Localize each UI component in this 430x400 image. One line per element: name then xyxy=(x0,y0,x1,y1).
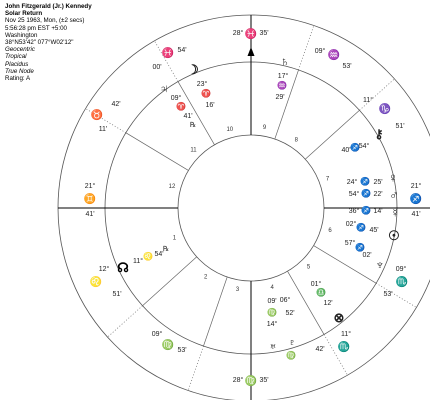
house-cusp-extension xyxy=(108,306,143,337)
chiron-minutes: 40' xyxy=(341,147,351,154)
mercury-icon: ☿ xyxy=(390,206,400,220)
cusp11-minutes: 53' xyxy=(342,63,352,70)
mercury-minutes: 14' xyxy=(373,208,383,215)
saturn-icon: ♄ xyxy=(280,54,290,69)
house-number: 8 xyxy=(294,137,298,144)
cusp2-sign-icon: ♌ xyxy=(89,277,103,288)
mars-icon: ♂ xyxy=(389,187,399,202)
mercury-degree: 36° xyxy=(348,208,360,215)
house-number: 1 xyxy=(172,235,177,242)
venus-degree: 24° xyxy=(346,179,358,186)
cusp5-degree: 11° xyxy=(340,331,352,338)
mc-degree: 28° xyxy=(232,30,244,37)
sun-sign-icon: ♐ xyxy=(356,223,366,232)
mc-sign-icon: ♓ xyxy=(244,29,258,40)
ic-degree: 28° xyxy=(232,377,244,384)
house-number: 12 xyxy=(168,184,176,191)
house-number: 2 xyxy=(204,274,208,281)
jupiter-icon: ♃ xyxy=(159,81,169,96)
uranus-degree: 06° xyxy=(279,297,291,304)
house-number: 6 xyxy=(328,227,332,234)
house-cusp-line xyxy=(204,277,228,346)
house-number: 10 xyxy=(226,126,234,133)
node-sign-icon: ♌ xyxy=(143,252,153,261)
house-number: 3 xyxy=(235,286,240,293)
house-cusp-line xyxy=(126,133,188,171)
cusp8-minutes: 11' xyxy=(98,126,108,133)
fortune-sign-icon: ♎ xyxy=(316,288,326,297)
mars-degree: 54° xyxy=(348,191,360,198)
sun-degree: 02° xyxy=(345,221,357,228)
node-minutes: 54' xyxy=(154,251,164,258)
dsc-degree: 21° xyxy=(410,183,422,190)
asc-minutes: 41' xyxy=(85,211,95,218)
chiron-sign-icon: ♐ xyxy=(350,143,360,152)
cusp3-degree: 09° xyxy=(151,331,163,338)
chiron-icon: ⚷ xyxy=(374,127,384,141)
ic-minutes: 35' xyxy=(259,377,269,384)
saturn-degree: 17° xyxy=(277,73,289,80)
node-degree: 11° xyxy=(132,258,144,265)
jupiter-degree: 09° xyxy=(170,95,182,102)
chart-date: Nov 25 1963, Mon, (±2 secs) xyxy=(5,17,85,25)
moon-degree: 23° xyxy=(196,81,208,88)
cusp9-sign-icon: ♓ xyxy=(161,48,175,59)
zodiac-mode: Geocentric xyxy=(5,46,35,54)
neptune-icon: ♆ xyxy=(375,257,385,272)
cusp12-degree: 11° xyxy=(362,97,374,104)
mc-arrow-icon xyxy=(248,47,255,56)
cusp12-minutes: 51' xyxy=(395,123,405,130)
node-retro: ℞ xyxy=(162,246,170,253)
cusp2-minutes: 51' xyxy=(112,291,122,298)
house-cusp-extension xyxy=(155,41,179,82)
asc-degree: 21° xyxy=(84,183,96,190)
chart-place: Washington xyxy=(5,31,38,39)
cusp3-sign-icon: ♍ xyxy=(161,340,175,351)
venus-sign-icon: ♐ xyxy=(360,177,370,186)
zodiac-system: Tropical xyxy=(5,53,27,61)
cusp11-degree: 09° xyxy=(314,48,326,55)
cusp5-sign-icon: ♏ xyxy=(337,342,351,353)
chart-type: Solar Return xyxy=(5,10,43,18)
moon-icon: ☽ xyxy=(187,62,199,77)
sun-icon: ☉ xyxy=(388,228,400,243)
saturn-sign-icon: ♒ xyxy=(277,81,287,90)
dsc-minutes: 41' xyxy=(411,211,421,218)
house-number: 7 xyxy=(325,176,330,183)
house-number: 5 xyxy=(306,264,311,271)
pluto-degree: 14° xyxy=(266,321,278,328)
saturn-minutes: 29' xyxy=(275,94,285,101)
pluto-minutes: 09' xyxy=(267,298,277,305)
mars-minutes: 22' xyxy=(373,191,383,198)
neptune-degree: 57° xyxy=(344,240,356,247)
mercury-sign-icon: ♐ xyxy=(361,206,371,215)
cusp12-sign-icon: ♑ xyxy=(378,104,392,115)
cusp8-sign-icon: ♉ xyxy=(90,110,104,121)
node-type: True Node xyxy=(5,67,34,75)
uranus-sign-icon: ♍ xyxy=(267,308,277,317)
cusp6-sign-icon: ♏ xyxy=(395,277,409,288)
cusp3-minutes: 53' xyxy=(177,347,187,354)
house-cusp-extension xyxy=(299,26,314,71)
pluto-sign-icon: ♍ xyxy=(286,351,296,360)
house-cusp-line xyxy=(143,257,197,306)
cusp9-minutes: 00' xyxy=(152,64,162,71)
cusp6-degree: 09° xyxy=(395,266,407,273)
jupiter-retro: ℞ xyxy=(189,122,197,129)
uranus-minutes: 52' xyxy=(285,310,295,317)
chiron-degree: 54° xyxy=(358,143,370,150)
venus-icon: ♀ xyxy=(388,170,398,185)
cusp6-minutes: 53' xyxy=(383,291,393,298)
mars-sign-icon: ♐ xyxy=(361,189,371,198)
rating: Rating: A xyxy=(5,75,31,83)
sun-minutes: 45' xyxy=(369,227,379,234)
person-name: John Fitzgerald (Jr.) Kennedy xyxy=(5,3,92,10)
cusp8-degree: 42' xyxy=(111,101,121,108)
chart-time: 5:56:28 pm EST +5:00 xyxy=(5,24,67,32)
venus-minutes: 25' xyxy=(373,179,383,186)
uranus-icon: ♅ xyxy=(268,339,278,353)
cusp9-degree: 54' xyxy=(177,47,187,54)
pluto-icon: ♇ xyxy=(287,335,297,349)
mc-minutes: 35' xyxy=(259,30,269,37)
house-system: Placidus xyxy=(5,60,29,68)
neptune-sign-icon: ♐ xyxy=(355,243,365,252)
fortune-icon: ⊗ xyxy=(333,310,345,325)
asc-sign-icon: ♊ xyxy=(83,194,97,205)
cusp5-minutes: 42' xyxy=(315,346,325,353)
ic-sign-icon: ♍ xyxy=(244,376,258,387)
inner-ring xyxy=(178,135,324,281)
moon-sign-icon: ♈ xyxy=(201,89,211,98)
house-number: 11 xyxy=(190,147,197,154)
fortune-degree: 01° xyxy=(310,281,322,288)
jupiter-minutes: 41' xyxy=(183,113,193,120)
moon-minutes: 16' xyxy=(205,102,215,109)
house-cusp-extension xyxy=(188,346,203,391)
fortune-minutes: 12' xyxy=(323,300,333,307)
north-node-icon: ☊ xyxy=(117,260,129,275)
jupiter-sign-icon: ♈ xyxy=(176,102,186,111)
dsc-sign-icon: ♐ xyxy=(409,194,423,205)
chart-coords: 38°N53'42" 077°W02'12" xyxy=(5,39,74,47)
cusp11-sign-icon: ♒ xyxy=(327,50,341,61)
neptune-minutes: 02' xyxy=(362,252,372,259)
house-number: 4 xyxy=(270,285,274,292)
house-number: 9 xyxy=(262,125,267,132)
cusp2-degree: 12° xyxy=(98,266,110,273)
